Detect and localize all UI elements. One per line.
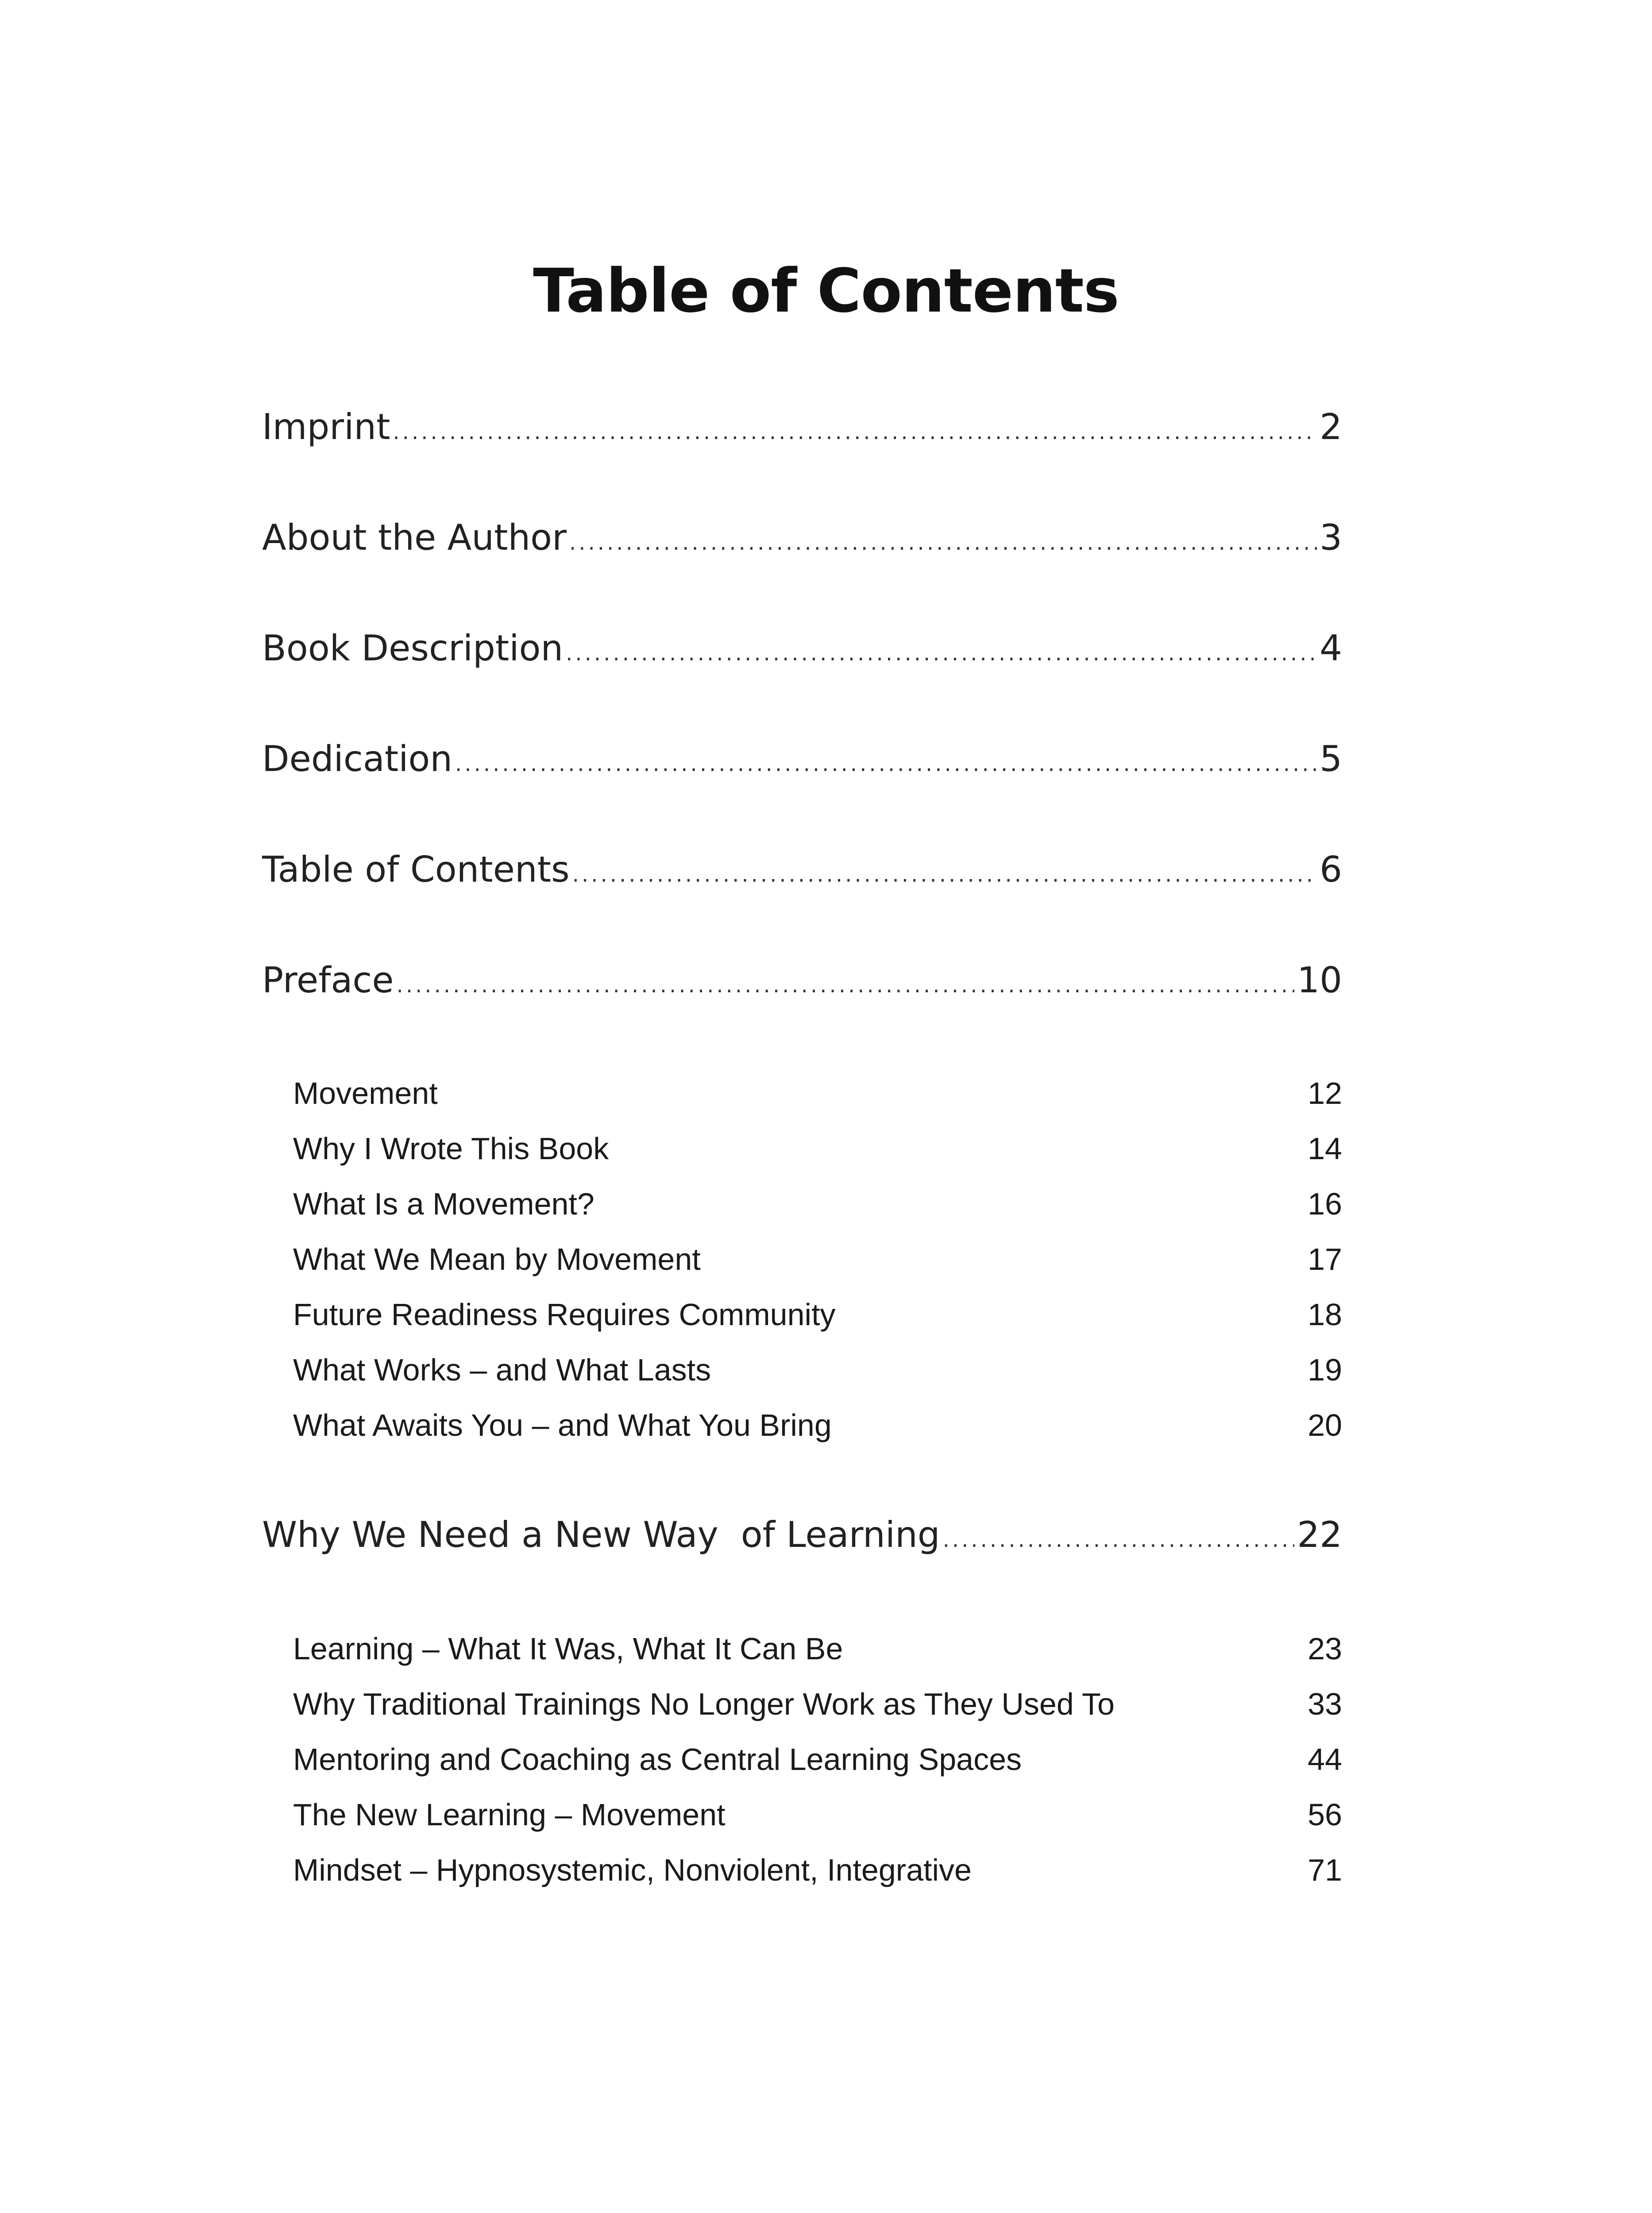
toc-subentry-page: 17: [1308, 1242, 1342, 1276]
toc-subentry-page: 23: [1308, 1631, 1342, 1666]
toc-entry-page: 3: [1320, 517, 1342, 558]
toc-subentry-label: What We Mean by Movement: [293, 1242, 701, 1276]
toc-subentry-label: Movement: [293, 1076, 438, 1110]
toc-entry-label: Table of Contents: [262, 849, 570, 890]
toc-subentry[interactable]: [293, 1237, 1342, 1281]
toc-entry-label: Book Description: [262, 628, 564, 669]
toc-subentry-label: The New Learning – Movement: [293, 1797, 726, 1832]
toc-subentry-page: 19: [1308, 1353, 1342, 1387]
page-title: Table of Contents: [533, 256, 1119, 326]
toc-subentry-label: Mentoring and Coaching as Central Learning Spaces: [293, 1742, 1022, 1777]
dot-leader: [943, 1513, 1295, 1566]
toc-subentry-label: What Is a Movement?: [293, 1187, 594, 1221]
toc-entry-page: 6: [1320, 849, 1342, 890]
toc-subentry-label: Why Traditional Trainings No Longer Work as They Used To: [293, 1687, 1115, 1721]
toc-subentry[interactable]: [293, 1848, 1342, 1892]
toc-entry-page: 22: [1297, 1514, 1342, 1555]
toc-subentry[interactable]: [293, 1793, 1342, 1837]
toc-entry-label: Imprint: [262, 406, 390, 447]
toc-subentry[interactable]: [293, 1126, 1342, 1171]
toc-subentry[interactable]: [293, 1627, 1342, 1671]
toc-entry-page: 4: [1320, 628, 1342, 669]
toc-subentry-label: What Works – and What Lasts: [293, 1353, 711, 1387]
toc-subentry-label: Mindset – Hypnosystemic, Nonviolent, Integrative: [293, 1853, 972, 1887]
toc-subentry[interactable]: [293, 1403, 1342, 1447]
toc-entry-preface[interactable]: [262, 954, 1342, 1007]
toc-subentry[interactable]: [293, 1737, 1342, 1781]
toc-subentry-page: 44: [1308, 1742, 1342, 1777]
toc-subentry-page: 56: [1308, 1797, 1342, 1832]
toc-entry-page: 2: [1320, 406, 1342, 447]
toc-entry-dedication[interactable]: [262, 733, 1342, 786]
toc-subentry[interactable]: [293, 1071, 1342, 1115]
toc-entry-book-description[interactable]: [262, 622, 1342, 675]
toc-entry-table-of-contents[interactable]: [262, 843, 1342, 896]
toc-entry-new-way-of-learning[interactable]: [262, 1508, 1342, 1561]
toc-subentry-page: 14: [1308, 1131, 1342, 1166]
toc-subentry[interactable]: [293, 1292, 1342, 1337]
toc-subentry-page: 12: [1308, 1076, 1342, 1110]
toc-subentry-page: 33: [1308, 1687, 1342, 1721]
toc-entry-imprint[interactable]: [262, 401, 1342, 454]
toc-subentry-label: Future Readiness Requires Community: [293, 1297, 836, 1332]
toc-subentry[interactable]: [293, 1348, 1342, 1392]
toc-entry-label: Dedication: [262, 738, 453, 779]
toc-subentry-label: What Awaits You – and What You Bring: [293, 1408, 832, 1442]
toc-subentry-page: 20: [1308, 1408, 1342, 1442]
dot-leader: [397, 959, 1295, 1012]
toc-subentry[interactable]: [293, 1682, 1342, 1726]
dot-leader: [566, 627, 1317, 680]
dot-leader: [569, 516, 1317, 569]
toc-subentry-label: Why I Wrote This Book: [293, 1131, 609, 1166]
toc-entry-label: Why We Need a New Way of Learning: [262, 1514, 940, 1555]
toc-subentry-page: 18: [1308, 1297, 1342, 1332]
toc-subentry[interactable]: [293, 1182, 1342, 1226]
toc-subentry-label: Learning – What It Was, What It Can Be: [293, 1631, 843, 1666]
toc-entry-page: 5: [1320, 738, 1342, 779]
toc-subentry-page: 71: [1308, 1853, 1342, 1887]
toc-entry-label: Preface: [262, 960, 394, 1001]
dot-leader: [572, 848, 1317, 901]
toc-entry-about-the-author[interactable]: [262, 511, 1342, 564]
dot-leader: [455, 737, 1317, 790]
toc-subentry-page: 16: [1308, 1187, 1342, 1221]
toc-entry-page: 10: [1297, 960, 1342, 1001]
toc-entry-label: About the Author: [262, 517, 567, 558]
dot-leader: [393, 405, 1317, 459]
